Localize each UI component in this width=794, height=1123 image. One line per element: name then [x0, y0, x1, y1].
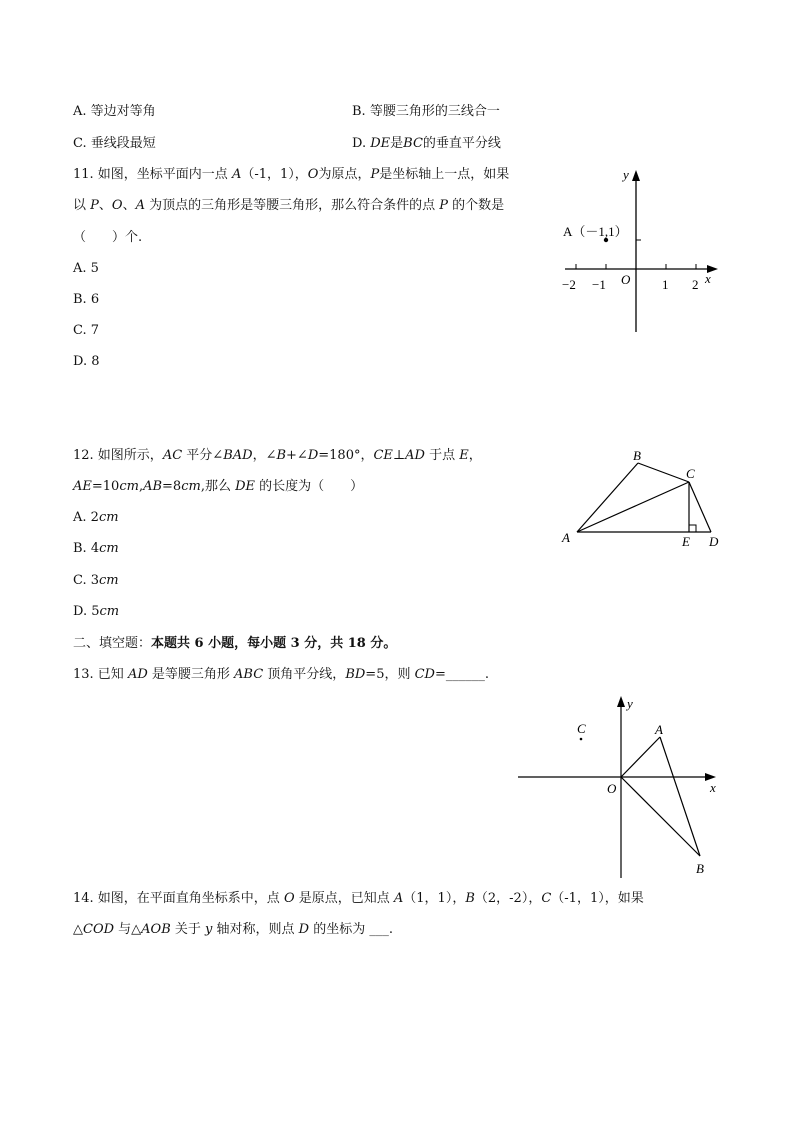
q14-point-c [580, 738, 583, 741]
q11-option-c: C. 7 [73, 323, 100, 338]
q12-segment-ac [577, 482, 689, 532]
q12-label-e: E [682, 534, 690, 549]
q12-option-a: A. 2cm [73, 510, 119, 525]
q14-y-arrow [617, 696, 625, 707]
q11-x-label: x [705, 271, 711, 286]
q14-coordinate-figure [510, 692, 730, 882]
q12-segment-bc [638, 463, 689, 482]
q12-option-d: D. 5cm [73, 604, 120, 619]
q14-stem-line1: 14. 如图，在平面直角坐标系中，点 O 是原点，已知点 A（1，1），B（2，-2），C（-1，1），如果 [73, 891, 644, 906]
q11-y-arrow [632, 170, 640, 181]
q11-tick-label: 1 [662, 277, 669, 292]
q14-label-a: A [655, 722, 663, 737]
q11-tick-label: 2 [692, 277, 699, 292]
q13-answer-blank[interactable]: ______ [445, 667, 485, 682]
q11-coordinate-figure [555, 160, 730, 340]
q14-segment-ab [660, 737, 700, 856]
q14-stem-line2: △COD 与△AOB 关于 y 轴对称，则点 D 的坐标为 ___. [73, 922, 394, 937]
section-2-heading: 二、填空题：本题共 6 小题，每小题 3 分，共 18 分。 [73, 636, 397, 651]
q14-segment-oa [621, 737, 660, 777]
q14-x-label: x [710, 780, 716, 795]
q10-option-c: C. 垂线段最短 [73, 136, 156, 151]
q11-stem-line2: 以 P、O、A 为顶点的三角形是等腰三角形，那么符合条件的点 P 的个数是 [73, 198, 505, 213]
q14-y-label: y [627, 696, 633, 711]
q14-label-b: B [696, 861, 704, 876]
q12-label-c: C [686, 466, 695, 481]
q14-label-c: C [577, 721, 586, 736]
q12-right-angle-mark [689, 525, 696, 532]
q11-option-b: B. 6 [73, 292, 100, 307]
q12-label-d: D [709, 534, 719, 549]
q10-option-a: A. 等边对等角 [73, 104, 156, 119]
q13-stem: 13. 已知 AD 是等腰三角形 ABC 顶角平分线，BD=5，则 CD=______. [73, 667, 490, 682]
q11-option-d: D. 8 [73, 354, 100, 369]
q11-tick-label: −1 [592, 277, 606, 292]
q11-option-a: A. 5 [73, 261, 99, 276]
q11-tick-label: −2 [562, 277, 576, 292]
q12-option-b: B. 4cm [73, 541, 119, 556]
q10-option-b: B. 等腰三角形的三线合一 [352, 104, 500, 119]
q11-origin-label: O [621, 272, 631, 287]
q11-stem-line1: 11. 如图，坐标平面内一点 A（-1，1），O为原点，P是坐标轴上一点，如果 [73, 167, 510, 182]
q11-y-label: y [623, 167, 629, 182]
q12-segment-ab [577, 463, 638, 532]
q11-stem-line3: （ ）个. [73, 230, 143, 245]
q12-stem-line1: 12. 如图所示，AC 平分∠BAD，∠B+∠D=180°，CE⊥AD 于点 E， [73, 448, 482, 463]
q11-point-a-label: A（－1,1） [563, 224, 628, 239]
q12-geometry-figure [555, 440, 735, 555]
q10-option-d: D. DE是BC的垂直平分线 [352, 136, 501, 151]
q12-stem-line2: AE=10cm,AB=8cm,那么 DE 的长度为（ ） [73, 479, 364, 494]
q14-label-o: O [607, 781, 617, 796]
q14-answer-blank[interactable]: ___ [369, 922, 389, 937]
q14-segment-ob [621, 777, 700, 856]
q12-option-c: C. 3cm [73, 573, 119, 588]
q12-label-b: B [633, 448, 641, 463]
q12-label-a: A [562, 530, 570, 545]
